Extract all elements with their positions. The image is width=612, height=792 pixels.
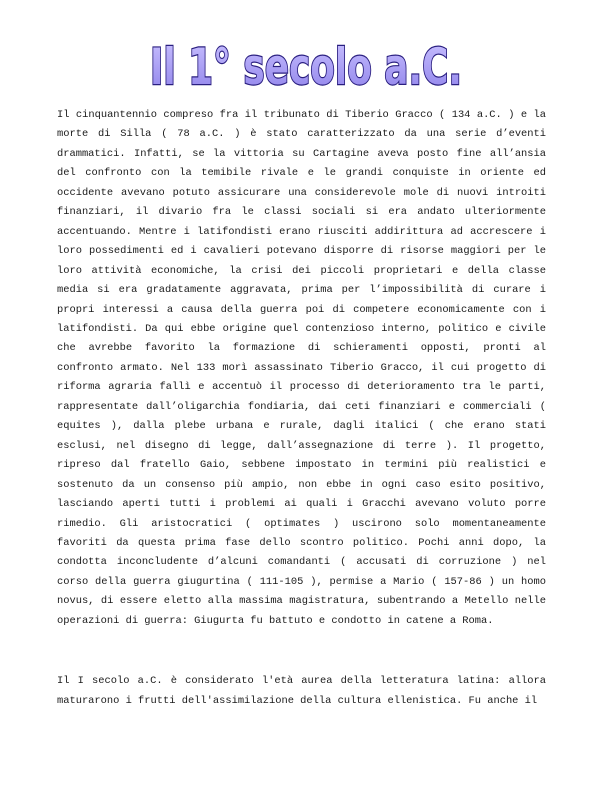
paragraph-1: Il cinquantennio compreso fra il tribunato di Tiberio Gracco ( 134 a.C. ) e la morte di Silla ( 78 a.C. ) è stato caratterizzato da una serie d’eventi drammatici. Infatti, se la vittoria su Cartagine aveva posto fine all’ansia del confronto con la temibile rivale e le grandi conquiste in oriente ed occidente avevano potuto assicurare una considerevole mole di nuovi introiti finanziari, il divario fra le classi sociali si era andato ulteriormente accentuando. Mentre i latifondisti erano riusciti addirittura ad accrescere i loro possedimenti ed i cavalieri potevano disporre di risorse maggiori per le loro attività economiche, la crisi dei piccoli proprietari e della classe media si era gradatamente aggravata, prima per l’impossibilità di curare i propri interessi a causa della guerra poi di competere economicamente con i latifondisti. Da qui ebbe origine quel contenzioso interno, politico e civile che avrebbe favorito la formazione di schieramenti opposti, pronti al confronto armato. Nel 133 morì assassinato Tiberio Gracco, il cui progetto di riforma agraria fallì e accentuò il processo di deterioramento tra le parti, rappresentate dall’oligarchia fondiaria, dai ceti finanziari e commerciali ( equites ), dalla plebe urbana e rurale, dagli italici ( che erano stati esclusi, nel disegno di legge, dall’assegnazione di terre ). Il progetto, ripreso dal fratello Gaio, sebbene impostato in termini più realistici e sostenuto da un consenso più ampio, non ebbe in ogni caso esito positivo, lasciando aperti tutti i problemi ai quali i Gracchi avevano voluto porre rimedio. Gli aristocratici ( optimates ) uscirono solo momentaneamente favoriti da questa prima fase dello scontro politico. Pochi anni dopo, la condotta inconcludente d’alcuni comandanti ( accusati di corruzione ) nel corso della guerra giugurtina ( 111-105 ), permise a Mario ( 157-86 ) un homo novus, di essere eletto alla massima magistratura, subentrando a Metello nelle operazioni di guerra: Giugurta fu battuto e condotto in catene a Roma. (57, 109, 546, 627)
body-text (57, 106, 546, 711)
title-banner (0, 34, 612, 104)
page-title: Il 1° secolo a.C. (150, 38, 462, 96)
title-wordart (0, 34, 612, 104)
paragraph-2: Il I secolo a.C. è considerato l'età aurea della letteratura latina: allora maturarono i frutti dell'assimilazione della cultura ellenistica. Fu anche il (57, 675, 546, 707)
